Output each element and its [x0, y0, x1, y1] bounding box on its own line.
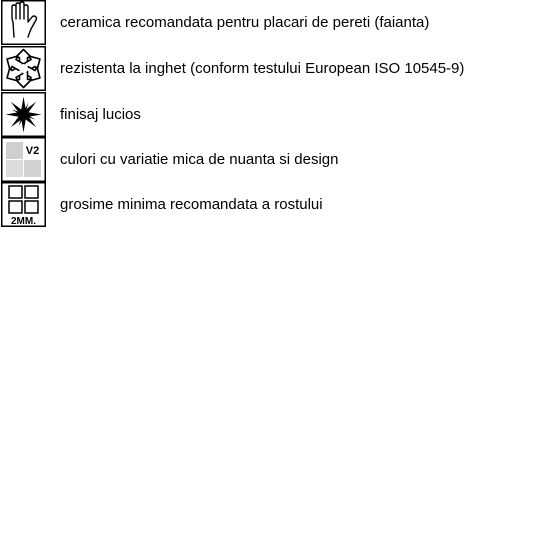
shade-variation-badge: V2: [25, 145, 40, 157]
legend-item-wall-tiles: [0, 0, 533, 45]
legend-item-shade-variation: [0, 137, 533, 182]
shade-variation-icon: [1, 137, 46, 182]
legend-item-label: ceramica recomandata pentru placari de pereti (faianta): [60, 14, 430, 31]
legend-item-label: rezistenta la inghet (conform testului European ISO 10545-9): [60, 60, 465, 77]
joint-width-icon: [1, 182, 46, 227]
glossy-finish-icon: [1, 92, 46, 137]
hand-icon: [1, 0, 46, 45]
joint-width-badge: 2MM.: [11, 216, 36, 227]
legend-item-joint-width: [0, 182, 533, 227]
legend-item-label: finisaj lucios: [60, 106, 141, 123]
legend-item-glossy-finish: [0, 92, 533, 137]
legend-item-label: culori cu variatie mica de nuanta si design: [60, 151, 339, 168]
legend-item-label: grosime minima recomandata a rostului: [60, 196, 323, 213]
frost-resistance-icon: [1, 46, 46, 91]
legend-item-frost-resistance: [0, 46, 533, 91]
